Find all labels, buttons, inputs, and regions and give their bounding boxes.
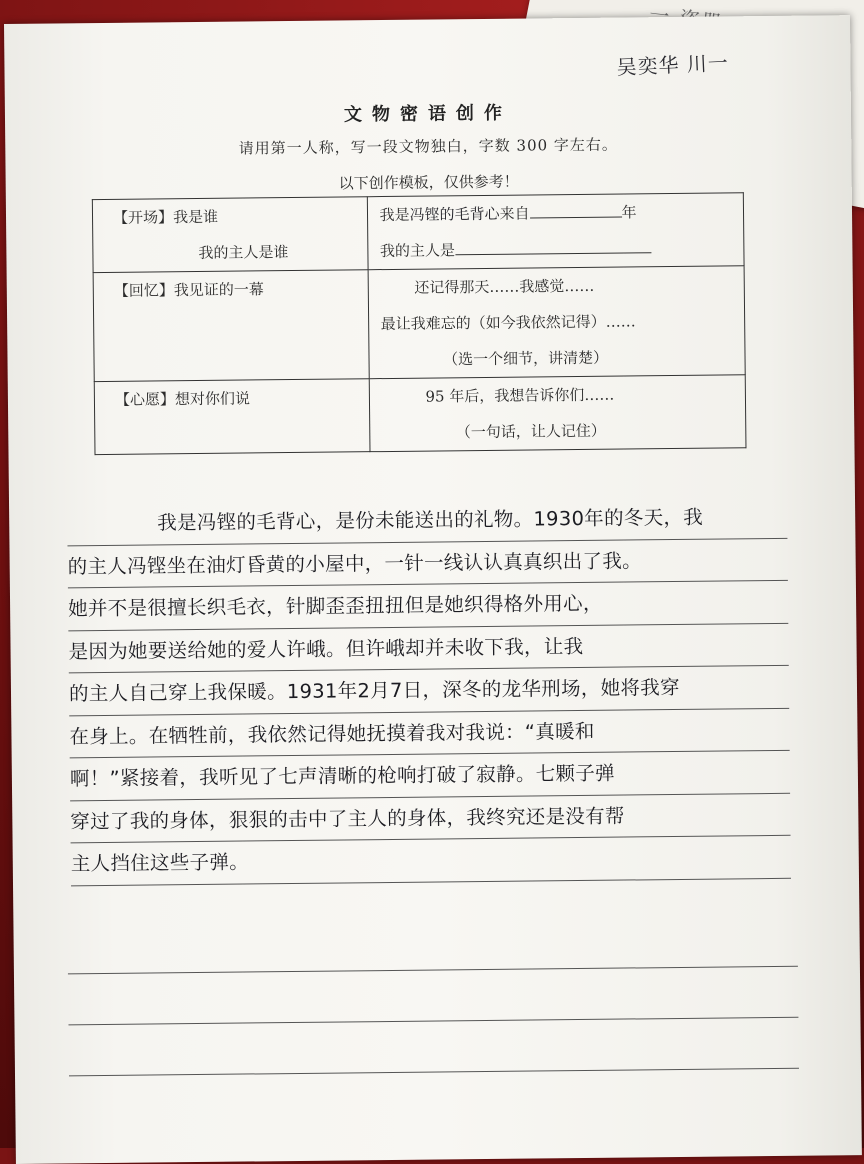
essay-line: 穿过了我的身体，狠狠的击中了主人的身体，我终究还是没有帮: [70, 793, 790, 843]
template-prompt-text: 年: [621, 203, 637, 222]
template-row-memory: [93, 266, 745, 382]
template-label: 【开场】我是谁: [112, 207, 219, 227]
template-row-wish: [94, 375, 746, 455]
fill-in-blank: [529, 203, 621, 219]
essay-line: 的主人冯铿坐在油灯昏黄的小屋中，一针一线认认真真织出了我。: [67, 538, 787, 588]
template-prompt-text: 来自: [499, 204, 530, 223]
template-cell-label: [92, 197, 367, 273]
template-cell-label: [94, 379, 369, 455]
template-label: 我的主人是谁: [198, 243, 289, 262]
template-prompt-line: （一句话，让人记住）: [455, 421, 606, 442]
essay-line: 主人挡住这些子弹。: [71, 836, 791, 886]
template-row-opening: [92, 193, 744, 273]
template-cell-prompt: [368, 266, 746, 379]
template-prompt-line: [367, 193, 743, 233]
essay-line: 她并不是很擅长织毛衣，针脚歪歪扭扭但是她织得格外用心，: [68, 581, 788, 631]
fill-in-blank: [455, 238, 651, 255]
creation-template-table: [92, 192, 747, 455]
empty-writing-line: [68, 967, 798, 1026]
template-caption: 以下创作模板，仅供参考！: [338, 172, 519, 193]
template-label: 【回忆】我见证的一幕: [113, 280, 264, 300]
template-label: 【心愿】想对你们说: [114, 389, 251, 409]
template-prompt-text: 我的主人是: [379, 241, 456, 261]
essay-line: 啊！”紧接着，我听见了七声清晰的枪响打破了寂静。七颗子弹: [70, 751, 790, 801]
template-prompt-line: 最让我难忘的（如今我依然记得）……: [380, 312, 636, 334]
template-prompt-text: 我是: [379, 205, 410, 225]
essay-line: 在身上。在牺牲前，我依然记得她抚摸着我对我说：“真暖和: [69, 708, 789, 758]
template-prompt-line: 95 年后，我想告诉你们……: [425, 385, 615, 406]
empty-writing-lines: [67, 916, 799, 1077]
student-name-handwritten: 吴奕华 川一: [616, 50, 730, 80]
essay-line: 的主人自己穿上我保暖。1931年2月7日，深冬的龙华刑场，她将我穿: [69, 666, 789, 716]
worksheet-instruction: 请用第一人称，写一段文物独白，字数 300 字左右。: [238, 135, 618, 158]
empty-writing-line: [68, 1018, 798, 1077]
template-cell-prompt: [367, 193, 744, 270]
template-cell-label: [93, 270, 369, 382]
template-prompt-line: 还记得那天……我感觉……: [414, 276, 595, 297]
template-cell-prompt: [369, 375, 746, 452]
essay-line: 我是冯铿的毛背心，是份未能送出的礼物。1930年的冬天，我: [67, 496, 787, 546]
essay-line: 是因为她要送给她的爱人许峨。但许峨却并未收下我，让我: [68, 623, 788, 673]
template-prompt-line: （选一个细节，讲清楚）: [442, 348, 609, 369]
worksheet-title: 文物密语创作: [343, 102, 513, 126]
template-prompt-line: [368, 229, 744, 269]
worksheet-page: [4, 15, 862, 1164]
handwritten-fill-in: 冯铿的毛背心: [409, 204, 500, 224]
empty-writing-line: [67, 916, 797, 975]
handwritten-essay: [67, 496, 791, 886]
